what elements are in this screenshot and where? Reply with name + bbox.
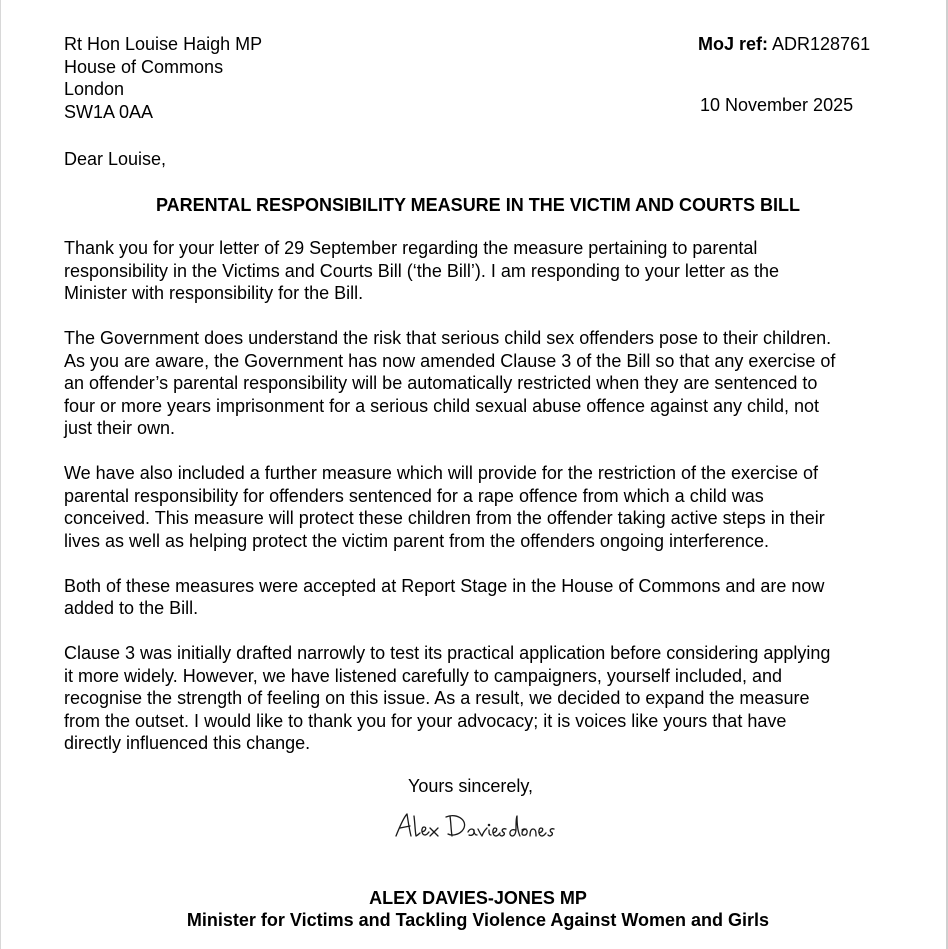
signatory-name: ALEX DAVIES-JONES MP — [369, 888, 587, 908]
paragraph — [64, 462, 894, 552]
handwritten-signature — [388, 808, 563, 848]
paragraph-line: added to the Bill. — [64, 598, 199, 618]
paragraph-line: Thank you for your letter of 29 September regarding the measure pertaining to parental — [64, 238, 758, 258]
recipient-line: House of Commons — [64, 56, 224, 77]
paragraph-line: Both of these measures were accepted at Report Stage in the House of Commons and are now — [64, 575, 825, 596]
paragraph-line: lives as well as helping protect the victim parent from the offenders ongoing interference. — [64, 530, 770, 551]
paragraph-line: Clause 3 was initially drafted narrowly to test its practical application before considering applying — [64, 643, 831, 663]
letter-heading: PARENTAL RESPONSIBILITY MEASURE IN THE VICTIM AND COURTS BILL — [155, 195, 801, 215]
paragraph — [64, 642, 894, 755]
paragraph-line: from the outset. I would like to thank you for your advocacy; it is voices like yours that have — [64, 710, 787, 731]
paragraph-line: conceived. This measure will protect these children from the offender taking active steps in their — [64, 508, 825, 528]
letter-body — [64, 237, 894, 777]
paragraph — [64, 327, 894, 440]
paragraph-line: recognise the strength of feeling on this issue. As a result, we decided to expand the measure — [64, 688, 810, 708]
recipient-line: London — [64, 79, 125, 99]
paragraph-line: The Government does understand the risk that serious child sex offenders pose to their children. — [64, 328, 832, 348]
closing: Yours sincerely, — [408, 776, 534, 796]
paragraph-line: As you are aware, the Government has now amended Clause 3 of the Bill so that any exercise of — [64, 350, 836, 371]
signatory-title: Minister for Victims and Tackling Violence Against Women and Girls — [186, 910, 770, 930]
paragraph-line: four or more years imprisonment for a serious child sexual abuse offence against any child, not — [64, 395, 820, 416]
paragraph-line: We have also included a further measure which will provide for the restriction of the exercise of — [64, 463, 819, 483]
letter-date: 10 November 2025 — [700, 95, 854, 115]
paragraph-line: Minister with responsibility for the Bill. — [64, 283, 364, 303]
paragraph-line: responsibility in the Victims and Courts Bill (‘the Bill’). I am responding to your letter as the — [64, 260, 779, 281]
paragraph-line: just their own. — [64, 418, 176, 438]
recipient-line: Rt Hon Louise Haigh MP — [64, 34, 263, 54]
reference-label: MoJ ref: — [698, 34, 769, 54]
paragraph — [64, 237, 894, 305]
page-border-left — [0, 0, 1, 949]
recipient-address — [64, 33, 464, 123]
paragraph-line: it more widely. However, we have listened carefully to campaigners, yourself included, and — [64, 665, 783, 686]
salutation: Dear Louise, — [64, 149, 167, 169]
recipient-line: SW1A 0AA — [64, 101, 154, 122]
paragraph — [64, 575, 894, 620]
paragraph-line: an offender’s parental responsibility will be automatically restricted when they are sentenced to — [64, 373, 818, 393]
paragraph-line: parental responsibility for offenders sentenced for a rape offence from which a child was — [64, 485, 764, 506]
reference-number — [698, 33, 870, 56]
reference-value: ADR128761 — [768, 34, 871, 54]
paragraph-line: directly influenced this change. — [64, 733, 311, 753]
